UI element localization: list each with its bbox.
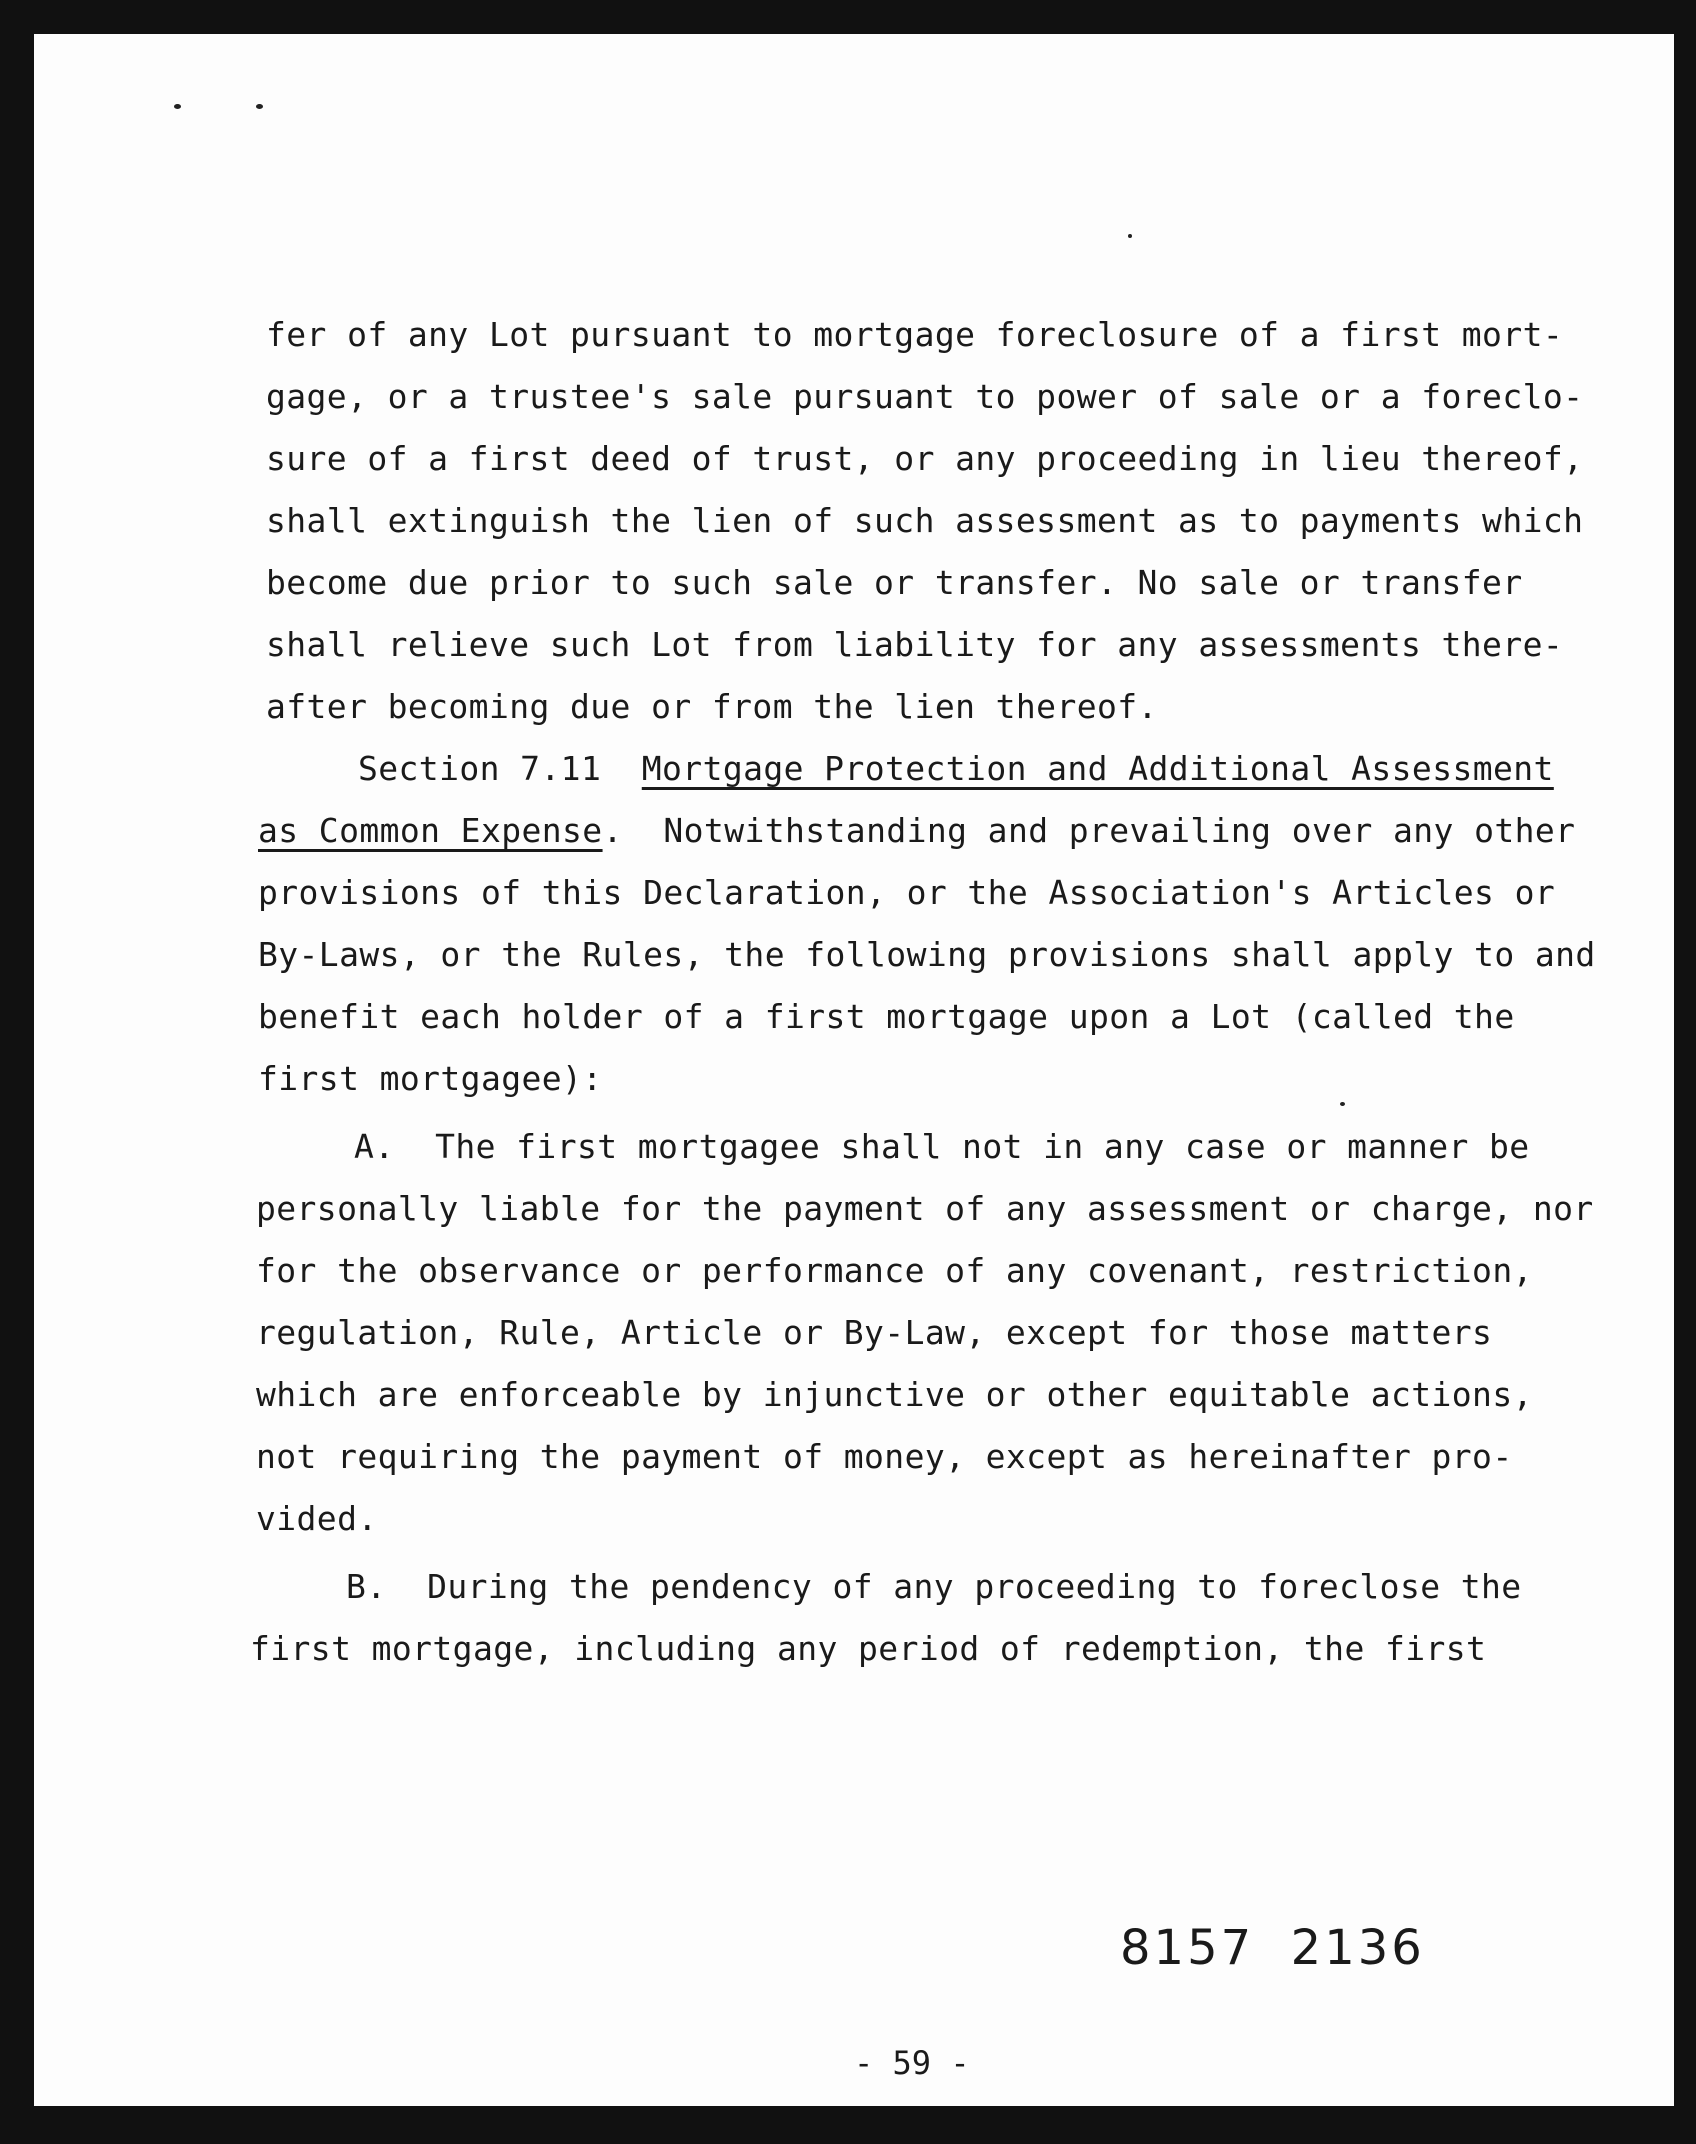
document-page [34, 34, 1674, 2106]
section-line: benefit each holder of a first mortgage upon a Lot (called the [258, 997, 1515, 1036]
paragraph-b-text: During the pendency of any proceeding to foreclose the [427, 1567, 1522, 1606]
paragraph-a-line: vided. [256, 1499, 378, 1538]
document-number: 8157 2136 [1120, 1920, 1425, 1976]
paragraph-1-line: fer of any Lot pursuant to mortgage foreclosure of a first mort- [266, 315, 1564, 354]
paragraph-1-line: become due prior to such sale or transfer. No sale or transfer [266, 563, 1523, 602]
paragraph-1-line: shall extinguish the lien of such assessment as to payments which [266, 501, 1584, 540]
section-label: Section 7.11 [358, 749, 602, 788]
paragraph-a-line: regulation, Rule, Article or By-Law, except for those matters [256, 1313, 1493, 1352]
paragraph-1-line: shall relieve such Lot from liability for any assessments there- [266, 625, 1564, 664]
paragraph-a-label: A. [354, 1127, 395, 1166]
scan-speck [1128, 234, 1132, 238]
section-title-end: . [602, 811, 623, 850]
section-line: By-Laws, or the Rules, the following provisions shall apply to and [258, 935, 1596, 974]
paragraph-a-first-line [354, 1127, 1530, 1166]
scan-speck [174, 104, 181, 109]
paragraph-a-line: which are enforceable by injunctive or other equitable actions, [256, 1375, 1533, 1414]
paragraph-a-text: The first mortgagee shall not in any case or manner be [435, 1127, 1530, 1166]
paragraph-a-line: personally liable for the payment of any assessment or charge, nor [256, 1189, 1594, 1228]
section-title-continued: as Common Expense [258, 811, 603, 850]
section-heading-line [358, 749, 1554, 788]
paragraph-b-line: first mortgage, including any period of redemption, the first [250, 1629, 1487, 1668]
paragraph-a-line: not requiring the payment of money, except as hereinafter pro- [256, 1437, 1513, 1476]
section-heading-line-2 [258, 811, 1576, 850]
paragraph-1-line: after becoming due or from the lien thereof. [266, 687, 1158, 726]
scan-speck [256, 104, 263, 109]
section-line: first mortgagee): [258, 1059, 603, 1098]
section-line: provisions of this Declaration, or the Association's Articles or [258, 873, 1556, 912]
paragraph-a-line: for the observance or performance of any covenant, restriction, [256, 1251, 1533, 1290]
scan-speck [1340, 1102, 1345, 1106]
section-text: Notwithstanding and prevailing over any other [663, 811, 1576, 850]
section-title: Mortgage Protection and Additional Assessment [641, 749, 1554, 788]
paragraph-b-label: B. [346, 1567, 387, 1606]
page-number: - 59 - [854, 2044, 970, 2082]
paragraph-1-line: gage, or a trustee's sale pursuant to power of sale or a foreclo- [266, 377, 1584, 416]
paragraph-b-first-line [346, 1567, 1522, 1606]
paragraph-1-line: sure of a first deed of trust, or any proceeding in lieu thereof, [266, 439, 1584, 478]
